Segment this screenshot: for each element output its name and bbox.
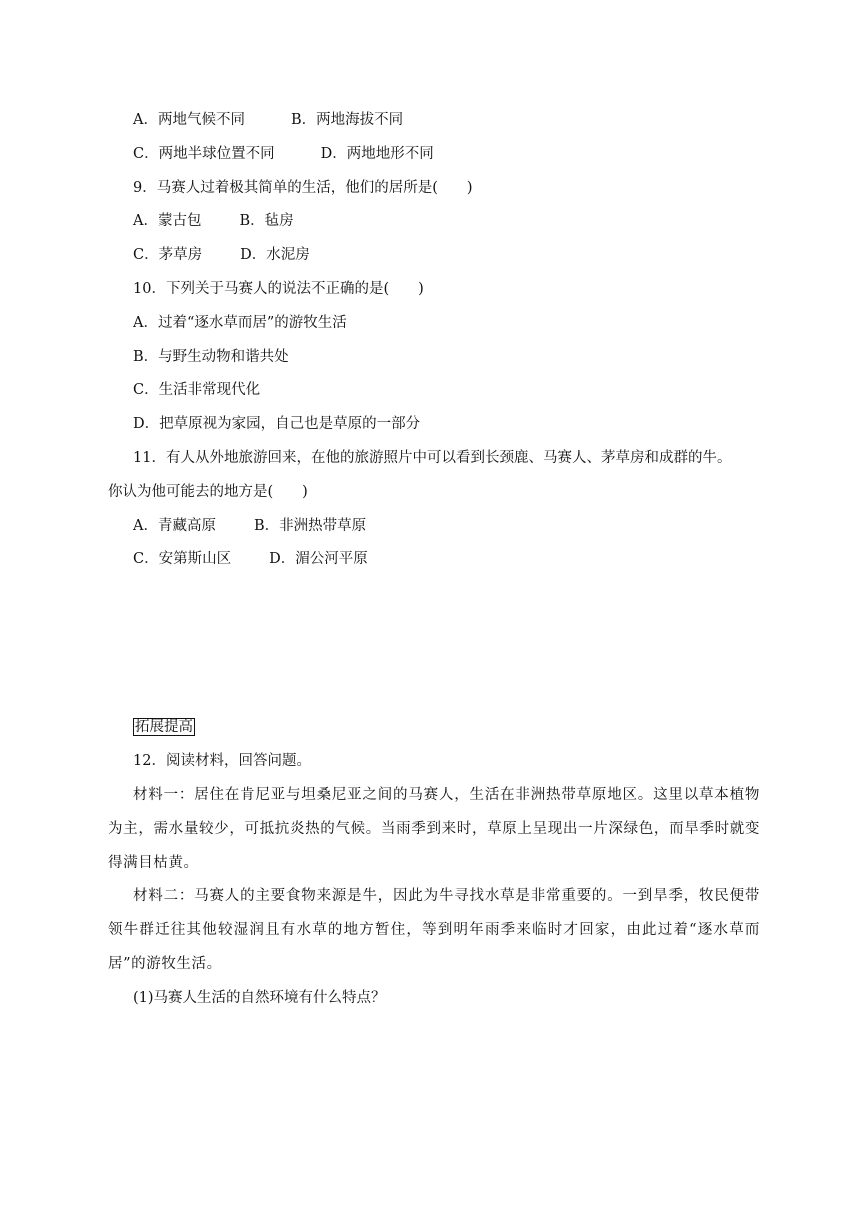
- q11-option-d: D．湄公河平原: [269, 551, 368, 567]
- q8-option-a: A．两地气候不同: [133, 112, 245, 128]
- q9-option-d: D．水泥房: [240, 247, 310, 263]
- q12-subquestion-1: (1)马赛人生活的自然环境有什么特点？: [133, 990, 386, 1006]
- q8-option-b: B．两地海拔不同: [290, 112, 404, 128]
- q8-options-row-1: [133, 110, 403, 130]
- q10-option-a: A．过着“逐水草而居”的游牧生活: [133, 315, 347, 331]
- q9-option-a: A．蒙古包: [133, 213, 202, 229]
- q11-option-b: B．非洲热带草原: [253, 518, 367, 534]
- q12-material-1: 材料一：居住在肯尼亚与坦桑尼亚之间的马赛人，生活在非洲热带草原地区。这里以草本植物为主，需水量较少，可抵抗炎热的气候。当雨季到来时，草原上呈现出一片深绿色，而旱季时就变得满目枯黄。: [108, 787, 760, 871]
- q9-option-c: C．茅草房: [133, 247, 203, 263]
- q8-option-c: C．两地半球位置不同: [133, 146, 275, 162]
- q10-option-c: C．生活非常现代化: [133, 382, 261, 398]
- q10-option-b: B．与野生动物和谐共处: [133, 349, 289, 365]
- q8-options-row-2: [133, 144, 434, 164]
- q11-options-row-1: [133, 516, 366, 536]
- q11-option-a: A．青藏高原: [133, 518, 216, 534]
- q8-option-d: D．两地地形不同: [320, 146, 434, 162]
- q11-option-c: C．安第斯山区: [133, 551, 232, 567]
- q9-stem: 9．马赛人过着极其简单的生活，他们的居所是( ): [133, 180, 473, 196]
- q12-stem: 12．阅读材料，回答问题。: [133, 753, 311, 769]
- section-title-box: 拓展提高: [135, 719, 193, 735]
- q11-stem-line-2: 你认为他可能去的地方是( ): [108, 484, 308, 500]
- q9-option-b: B．毡房: [239, 213, 294, 229]
- q12-material-2: 材料二：马赛人的主要食物来源是牛，因此为牛寻找水草是非常重要的。一到旱季，牧民便带领牛群迁往其他较湿润且有水草的地方暂住，等到明年雨季来临时才回家，由此过着“逐水草而居”的游牧生活。: [108, 888, 760, 972]
- q10-stem: 10．下列关于马赛人的说法不正确的是( ): [133, 281, 424, 297]
- q9-options-row-1: [133, 211, 294, 231]
- section-title: [133, 717, 195, 737]
- q9-options-row-2: [133, 245, 310, 265]
- q11-stem-line-1: 11．有人从外地旅游回来，在他的旅游照片中可以看到长颈鹿、马赛人、茅草房和成群的牛。: [133, 450, 732, 466]
- q11-options-row-2: [133, 549, 368, 569]
- q10-option-d: D．把草原视为家园，自己也是草原的一部分: [133, 416, 421, 432]
